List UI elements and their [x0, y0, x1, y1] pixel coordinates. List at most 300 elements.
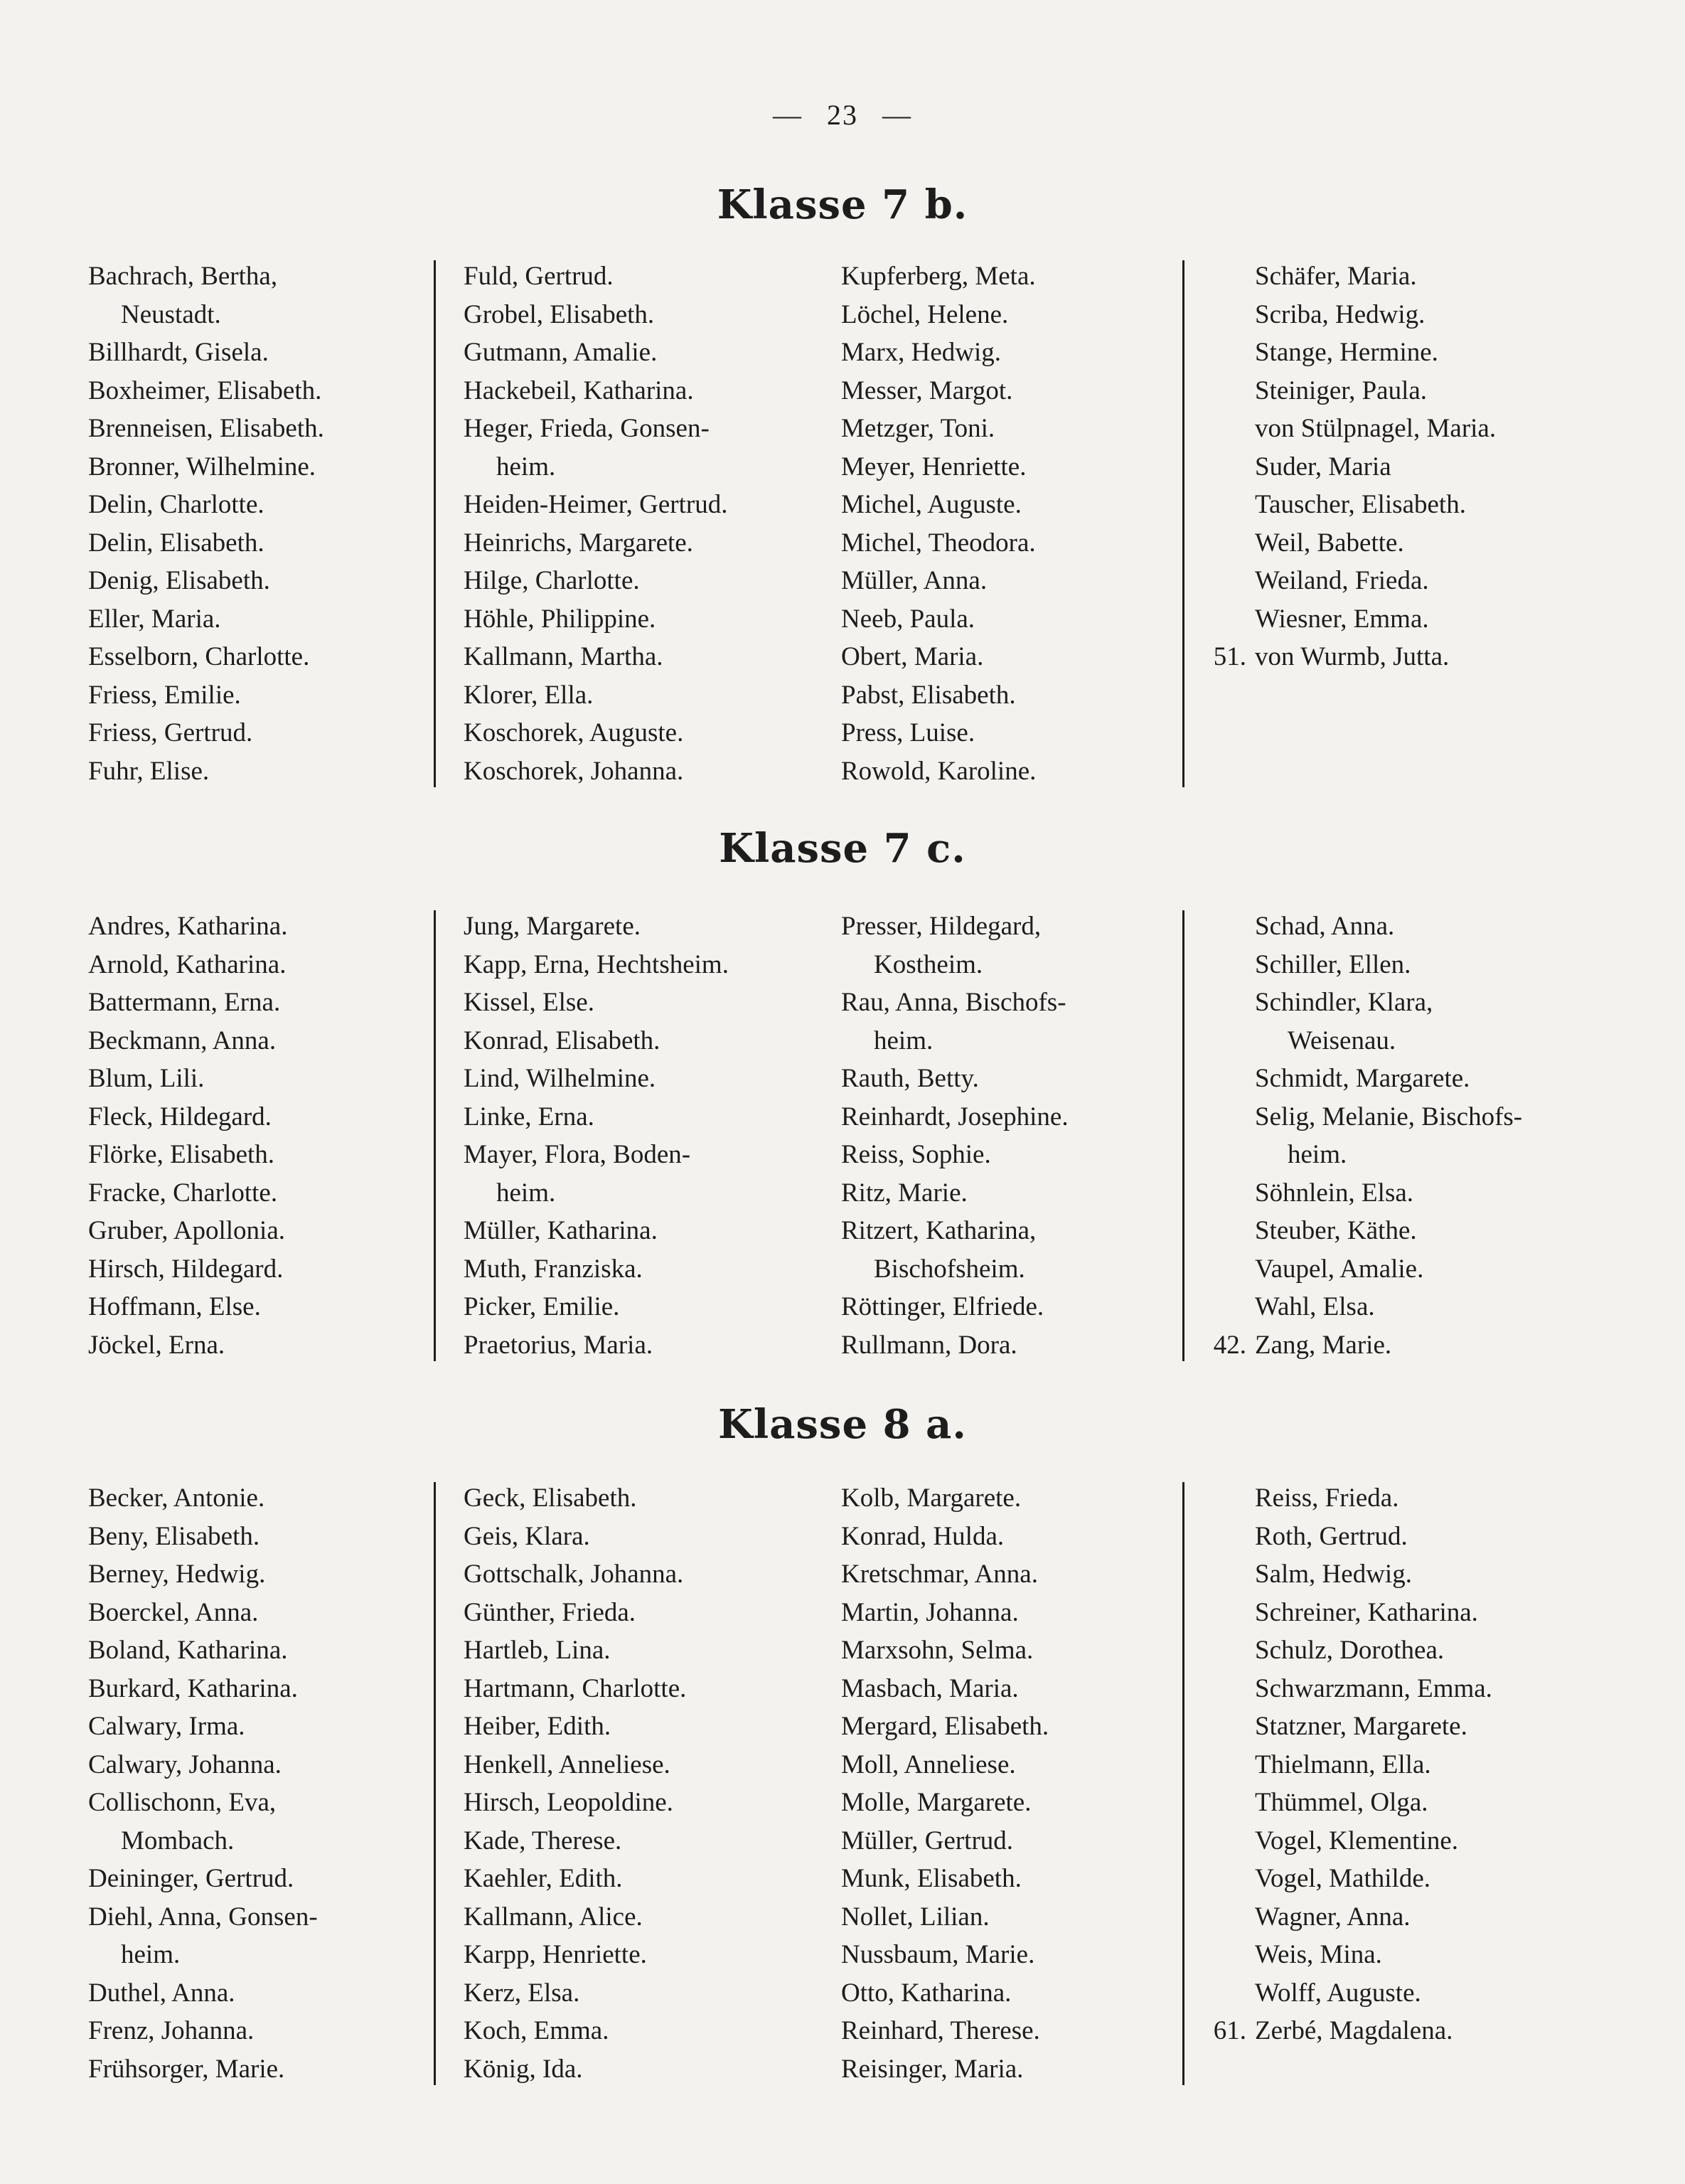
name-text: Mayer, Flora, Boden- [464, 1140, 691, 1169]
name-text: Müller, Katharina. [464, 1216, 658, 1245]
name-entry [88, 562, 324, 600]
name-entry [1255, 1631, 1492, 1670]
name-entry [841, 1974, 1049, 2013]
name-text: Röttinger, Elfriede. [841, 1292, 1044, 1321]
name-entry [88, 1670, 318, 1708]
name-text: Rowold, Karoline. [841, 756, 1037, 786]
name-text: Frenz, Johanna. [88, 2016, 255, 2045]
name-entry [1255, 372, 1496, 410]
name-text: Heger, Frieda, Gonsen- [464, 414, 710, 443]
name-text: Koschorek, Johanna. [464, 756, 684, 786]
name-text: Stange, Hermine. [1255, 338, 1438, 367]
name-text: Zang, Marie. [1255, 1330, 1392, 1360]
name-entry [464, 752, 727, 791]
name-text: Fracke, Charlotte. [88, 1178, 278, 1208]
name-text: Thielmann, Ella. [1255, 1749, 1431, 1779]
name-entry [1255, 1784, 1492, 1822]
name-entry [464, 907, 729, 946]
name-entry [1255, 1594, 1492, 1632]
name-entry [841, 1784, 1049, 1822]
name-text: Deininger, Gertrud. [88, 1864, 294, 1893]
name-entry [841, 1708, 1049, 1746]
name-text: Praetorius, Maria. [464, 1330, 653, 1360]
name-entry [88, 1098, 287, 1136]
name-entry [88, 1479, 318, 1518]
name-entry [841, 946, 1069, 984]
name-text: Metzger, Toni. [841, 414, 995, 443]
name-text: Hartleb, Lina. [464, 1636, 611, 1665]
name-text: Martin, Johanna. [841, 1597, 1019, 1627]
name-text: Meyer, Henriette. [841, 452, 1027, 481]
name-text: Karpp, Henriette. [464, 1940, 647, 1969]
page-number [0, 98, 1685, 132]
section-title: Klasse 7 c. [719, 825, 966, 872]
name-text: Michel, Auguste. [841, 490, 1022, 519]
name-entry [464, 1898, 686, 1937]
name-entry [841, 984, 1069, 1022]
name-text: Frühsorger, Marie. [88, 2054, 285, 2084]
name-entry [88, 2012, 318, 2050]
name-text: heim. [1288, 1140, 1347, 1169]
name-entry [464, 2012, 686, 2050]
name-text: Hackebeil, Katharina. [464, 375, 694, 405]
name-entry [88, 752, 324, 791]
name-entry [841, 1555, 1049, 1594]
name-text: Vogel, Klementine. [1255, 1826, 1459, 1855]
name-entry [1255, 257, 1496, 296]
name-text: Ritzert, Katharina, [841, 1216, 1037, 1245]
name-entry [464, 1136, 729, 1174]
name-entry [88, 1784, 318, 1822]
name-text: Gottschalk, Johanna. [464, 1560, 684, 1589]
name-text: Linke, Erna. [464, 1102, 594, 1131]
name-text: Müller, Gertrud. [841, 1826, 1014, 1855]
name-text: Masbach, Maria. [841, 1673, 1019, 1703]
name-text: Bischofsheim. [874, 1254, 1025, 1284]
name-text: Flörke, Elisabeth. [88, 1140, 275, 1169]
name-entry [88, 486, 324, 524]
name-entry [88, 372, 324, 410]
name-entry [841, 524, 1036, 563]
name-text: Neustadt. [121, 299, 221, 329]
name-text: Hirsch, Leopoldine. [464, 1788, 673, 1817]
name-entry [841, 1136, 1069, 1174]
name-column [464, 1479, 686, 2088]
name-text: Rauth, Betty. [841, 1064, 979, 1093]
name-entry [841, 1860, 1049, 1898]
name-text: Wiesner, Emma. [1255, 604, 1429, 634]
name-entry [1213, 2012, 1492, 2050]
name-text: Heiden-Heimer, Gertrud. [464, 490, 728, 519]
name-text: Vaupel, Amalie. [1255, 1254, 1424, 1284]
name-entry [1255, 1708, 1492, 1746]
name-text: Vogel, Mathilde. [1255, 1864, 1430, 1893]
name-entry [1255, 1822, 1492, 1860]
name-entry [464, 448, 727, 486]
name-text: Selig, Melanie, Bischofs- [1255, 1102, 1523, 1131]
name-entry [464, 1250, 729, 1289]
name-text: Steuber, Käthe. [1255, 1216, 1417, 1245]
name-entry [1255, 946, 1522, 984]
name-text: Mombach. [121, 1826, 235, 1855]
name-text: Obert, Maria. [841, 642, 984, 671]
name-text: Pabst, Elisabeth. [841, 680, 1016, 710]
name-text: Kapp, Erna, Hechtsheim. [464, 949, 729, 979]
name-entry [88, 334, 324, 372]
name-entry [88, 2050, 318, 2089]
name-text: Bachrach, Bertha, [88, 262, 278, 291]
name-text: Thümmel, Olga. [1255, 1788, 1428, 1817]
column-rule [1182, 1482, 1184, 2085]
name-text: Boxheimer, Elisabeth. [88, 375, 322, 405]
name-text: Suder, Maria [1255, 452, 1391, 481]
name-entry [88, 1022, 287, 1060]
name-entry [88, 1898, 318, 1937]
name-text: Reisinger, Maria. [841, 2054, 1024, 2084]
name-text: Kerz, Elsa. [464, 1978, 580, 2008]
name-entry [1255, 1250, 1522, 1289]
name-text: Grobel, Elisabeth. [464, 299, 655, 329]
name-text: Messer, Margot. [841, 375, 1013, 405]
name-entry [1255, 486, 1496, 524]
name-column [464, 257, 727, 790]
page-number-dash-left: — [773, 99, 803, 131]
name-text: heim. [496, 1178, 556, 1208]
name-entry [1255, 1518, 1492, 1556]
name-entry [88, 1250, 287, 1289]
name-column [88, 1479, 318, 2088]
name-text: Duthel, Anna. [88, 1978, 235, 2008]
name-entry [88, 1174, 287, 1213]
name-entry [464, 1098, 729, 1136]
name-entry [464, 1631, 686, 1670]
name-text: Molle, Margarete. [841, 1788, 1032, 1817]
name-entry [464, 2050, 686, 2089]
name-entry [1255, 1060, 1522, 1098]
name-entry [464, 1784, 686, 1822]
name-entry [464, 1860, 686, 1898]
name-text: Kallmann, Martha. [464, 642, 663, 671]
name-entry [88, 1822, 318, 1860]
name-entry [464, 1479, 686, 1518]
name-text: Roth, Gertrud. [1255, 1521, 1408, 1551]
name-entry [841, 1479, 1049, 1518]
name-entry [1255, 984, 1522, 1022]
name-entry [841, 410, 1036, 448]
name-text: Klorer, Ella. [464, 680, 594, 710]
name-entry [88, 1060, 287, 1098]
name-text: Wahl, Elsa. [1255, 1292, 1375, 1321]
column-rule [1182, 910, 1184, 1361]
name-text: Otto, Katharina. [841, 1978, 1012, 2008]
name-entry [464, 524, 727, 563]
name-text: Kupferberg, Meta. [841, 262, 1036, 291]
name-entry [841, 372, 1036, 410]
name-entry [841, 600, 1036, 639]
name-text: Wolff, Auguste. [1255, 1978, 1421, 2008]
name-entry [841, 1250, 1069, 1289]
name-entry [841, 1936, 1049, 1974]
name-text: Scriba, Hedwig. [1255, 299, 1425, 329]
name-entry [841, 1288, 1069, 1326]
name-entry [841, 676, 1036, 715]
name-column [1213, 1479, 1492, 2050]
name-entry [1255, 1555, 1492, 1594]
name-text: Reinhard, Therese. [841, 2016, 1040, 2045]
name-entry [88, 638, 324, 676]
name-text: von Wurmb, Jutta. [1255, 642, 1450, 671]
name-text: Reiss, Frieda. [1255, 1483, 1399, 1513]
name-text: Kretschmar, Anna. [841, 1560, 1038, 1589]
name-entry [1255, 1936, 1492, 1974]
name-text: Schwarzmann, Emma. [1255, 1673, 1492, 1703]
name-entry [841, 907, 1069, 946]
name-entry [841, 714, 1036, 752]
name-text: Calwary, Johanna. [88, 1749, 282, 1779]
name-entry [841, 1670, 1049, 1708]
name-entry [464, 1936, 686, 1974]
name-text: Henkell, Anneliese. [464, 1749, 670, 1779]
name-text: Friess, Gertrud. [88, 718, 253, 747]
section-title: Klasse 8 a. [718, 1401, 967, 1448]
name-text: Weis, Mina. [1255, 1940, 1382, 1969]
name-text: Schindler, Klara, [1255, 988, 1433, 1017]
name-entry [1255, 296, 1496, 334]
name-text: Boerckel, Anna. [88, 1597, 259, 1627]
name-entry [464, 1212, 729, 1250]
name-text: Muth, Franziska. [464, 1254, 643, 1284]
name-column [1213, 907, 1523, 1364]
name-text: Battermann, Erna. [88, 988, 281, 1017]
name-entry [464, 638, 727, 676]
name-text: König, Ida. [464, 2054, 583, 2084]
name-text: Bronner, Wilhelmine. [88, 452, 316, 481]
name-text: Fuhr, Elise. [88, 756, 210, 786]
name-text: Hilge, Charlotte. [464, 566, 640, 595]
name-entry [1255, 410, 1496, 448]
name-text: Marx, Hedwig. [841, 338, 1002, 367]
name-entry [841, 1898, 1049, 1937]
class-count: 51. [1213, 642, 1246, 671]
name-entry [464, 1746, 686, 1784]
name-entry [88, 1288, 287, 1326]
name-text: Weisenau. [1288, 1026, 1396, 1055]
name-entry [88, 1708, 318, 1746]
name-entry [464, 1974, 686, 2013]
name-text: Boland, Katharina. [88, 1636, 288, 1665]
name-entry [841, 1060, 1069, 1098]
name-entry [464, 486, 727, 524]
name-text: Rau, Anna, Bischofs- [841, 988, 1066, 1017]
name-entry [1255, 1136, 1522, 1174]
name-column [1213, 257, 1497, 676]
name-entry [841, 1022, 1069, 1060]
name-entry [464, 257, 727, 296]
name-entry [88, 946, 287, 984]
name-entry [841, 638, 1036, 676]
name-entry [1255, 334, 1496, 372]
name-entry [464, 1174, 729, 1213]
name-text: Weil, Babette. [1255, 528, 1404, 558]
name-text: Beckmann, Anna. [88, 1026, 277, 1055]
name-text: Hoffmann, Else. [88, 1292, 261, 1321]
name-entry [88, 1555, 318, 1594]
name-text: Eller, Maria. [88, 604, 221, 634]
name-entry [88, 1860, 318, 1898]
column-rule [434, 1482, 436, 2085]
name-entry [464, 1708, 686, 1746]
name-entry [1255, 1098, 1522, 1136]
name-text: Reinhardt, Josephine. [841, 1102, 1069, 1131]
name-text: Berney, Hedwig. [88, 1560, 266, 1589]
name-text: Diehl, Anna, Gonsen- [88, 1902, 318, 1932]
name-text: Beny, Elisabeth. [88, 1521, 260, 1551]
name-entry [841, 562, 1036, 600]
name-text: Schreiner, Katharina. [1255, 1597, 1478, 1627]
name-text: Reiss, Sophie. [841, 1140, 991, 1169]
name-entry [88, 1212, 287, 1250]
name-text: Delin, Charlotte. [88, 490, 264, 519]
name-text: Tauscher, Elisabeth. [1255, 490, 1466, 519]
name-entry [88, 1594, 318, 1632]
name-text: Arnold, Katharina. [88, 949, 287, 979]
name-entry [464, 1822, 686, 1860]
name-text: Steiniger, Paula. [1255, 375, 1428, 405]
name-entry [88, 676, 324, 715]
name-text: Denig, Elisabeth. [88, 566, 270, 595]
name-text: Schäfer, Maria. [1255, 262, 1417, 291]
name-entry [88, 524, 324, 563]
name-entry [841, 2012, 1049, 2050]
name-entry [1255, 1174, 1522, 1213]
name-text: heim. [121, 1940, 181, 1969]
name-entry [464, 410, 727, 448]
name-text: Zerbé, Magdalena. [1255, 2016, 1453, 2045]
name-entry [464, 334, 727, 372]
name-entry [1255, 448, 1496, 486]
name-entry [841, 1174, 1069, 1213]
name-text: Günther, Frieda. [464, 1597, 636, 1627]
name-entry [1255, 1898, 1492, 1937]
name-entry [841, 486, 1036, 524]
name-entry [464, 1555, 686, 1594]
class-count: 61. [1213, 2016, 1246, 2045]
column-rule [434, 260, 436, 787]
name-entry [88, 600, 324, 639]
name-text: Hartmann, Charlotte. [464, 1673, 687, 1703]
name-entry [88, 714, 324, 752]
name-entry [464, 1670, 686, 1708]
class-count: 42. [1213, 1330, 1246, 1360]
name-entry [464, 946, 729, 984]
name-entry [841, 1631, 1049, 1670]
name-text: Becker, Antonie. [88, 1483, 265, 1513]
name-text: Munk, Elisabeth. [841, 1864, 1022, 1893]
name-entry [841, 1212, 1069, 1250]
name-entry [88, 448, 324, 486]
name-column [841, 257, 1036, 790]
name-entry [88, 984, 287, 1022]
name-text: Höhle, Philippine. [464, 604, 656, 634]
name-entry [88, 410, 324, 448]
name-entry [88, 1974, 318, 2013]
name-text: Konrad, Elisabeth. [464, 1026, 660, 1055]
name-text: Press, Luise. [841, 718, 975, 747]
name-text: Kaehler, Edith. [464, 1864, 623, 1893]
name-entry [464, 562, 727, 600]
name-entry [1255, 600, 1496, 639]
name-text: Schad, Anna. [1255, 912, 1395, 941]
name-text: Moll, Anneliese. [841, 1749, 1016, 1779]
name-text: Koschorek, Auguste. [464, 718, 684, 747]
name-column [88, 907, 287, 1364]
name-text: Friess, Emilie. [88, 680, 241, 710]
name-entry [1255, 562, 1496, 600]
name-text: Fuld, Gertrud. [464, 262, 614, 291]
name-text: Billhardt, Gisela. [88, 338, 269, 367]
name-text: Rullmann, Dora. [841, 1330, 1017, 1360]
name-column [464, 907, 729, 1364]
name-column [841, 1479, 1049, 2088]
name-entry [1255, 907, 1522, 946]
name-entry [1255, 1860, 1492, 1898]
name-entry [1255, 1974, 1492, 2013]
name-entry [841, 1822, 1049, 1860]
name-entry [88, 296, 324, 334]
name-text: Collischonn, Eva, [88, 1788, 277, 1817]
name-entry [464, 714, 727, 752]
name-text: Konrad, Hulda. [841, 1521, 1005, 1551]
name-entry [841, 334, 1036, 372]
name-text: Kallmann, Alice. [464, 1902, 643, 1932]
name-entry [1213, 1326, 1522, 1365]
name-entry [464, 372, 727, 410]
name-entry [464, 1060, 729, 1098]
name-entry [88, 257, 324, 296]
name-entry [464, 984, 729, 1022]
name-entry [88, 1326, 287, 1365]
name-text: Salm, Hedwig. [1255, 1560, 1412, 1589]
name-entry [88, 1631, 318, 1670]
name-text: heim. [874, 1026, 934, 1055]
name-entry [464, 1518, 686, 1556]
name-text: Fleck, Hildegard. [88, 1102, 272, 1131]
name-entry [464, 600, 727, 639]
section-title: Klasse 7 b. [717, 181, 968, 228]
column-rule [434, 910, 436, 1361]
name-entry [1255, 1288, 1522, 1326]
name-entry [841, 1326, 1069, 1365]
name-column [88, 257, 324, 790]
name-entry [841, 2050, 1049, 2089]
name-text: Schiller, Ellen. [1255, 949, 1411, 979]
column-rule [1182, 260, 1184, 787]
name-text: Calwary, Irma. [88, 1712, 245, 1741]
name-text: Nollet, Lilian. [841, 1902, 990, 1932]
name-text: Delin, Elisabeth. [88, 528, 264, 558]
name-text: Kissel, Else. [464, 988, 594, 1017]
name-text: Ritz, Marie. [841, 1178, 968, 1208]
name-entry [464, 1288, 729, 1326]
name-text: Presser, Hildegard, [841, 912, 1042, 941]
name-entry [1255, 524, 1496, 563]
name-entry [1255, 1746, 1492, 1784]
name-text: Statzner, Margarete. [1255, 1712, 1467, 1741]
name-entry [88, 907, 287, 946]
name-text: Esselborn, Charlotte. [88, 642, 310, 671]
name-text: Geck, Elisabeth. [464, 1483, 637, 1513]
name-text: Heiber, Edith. [464, 1712, 611, 1741]
